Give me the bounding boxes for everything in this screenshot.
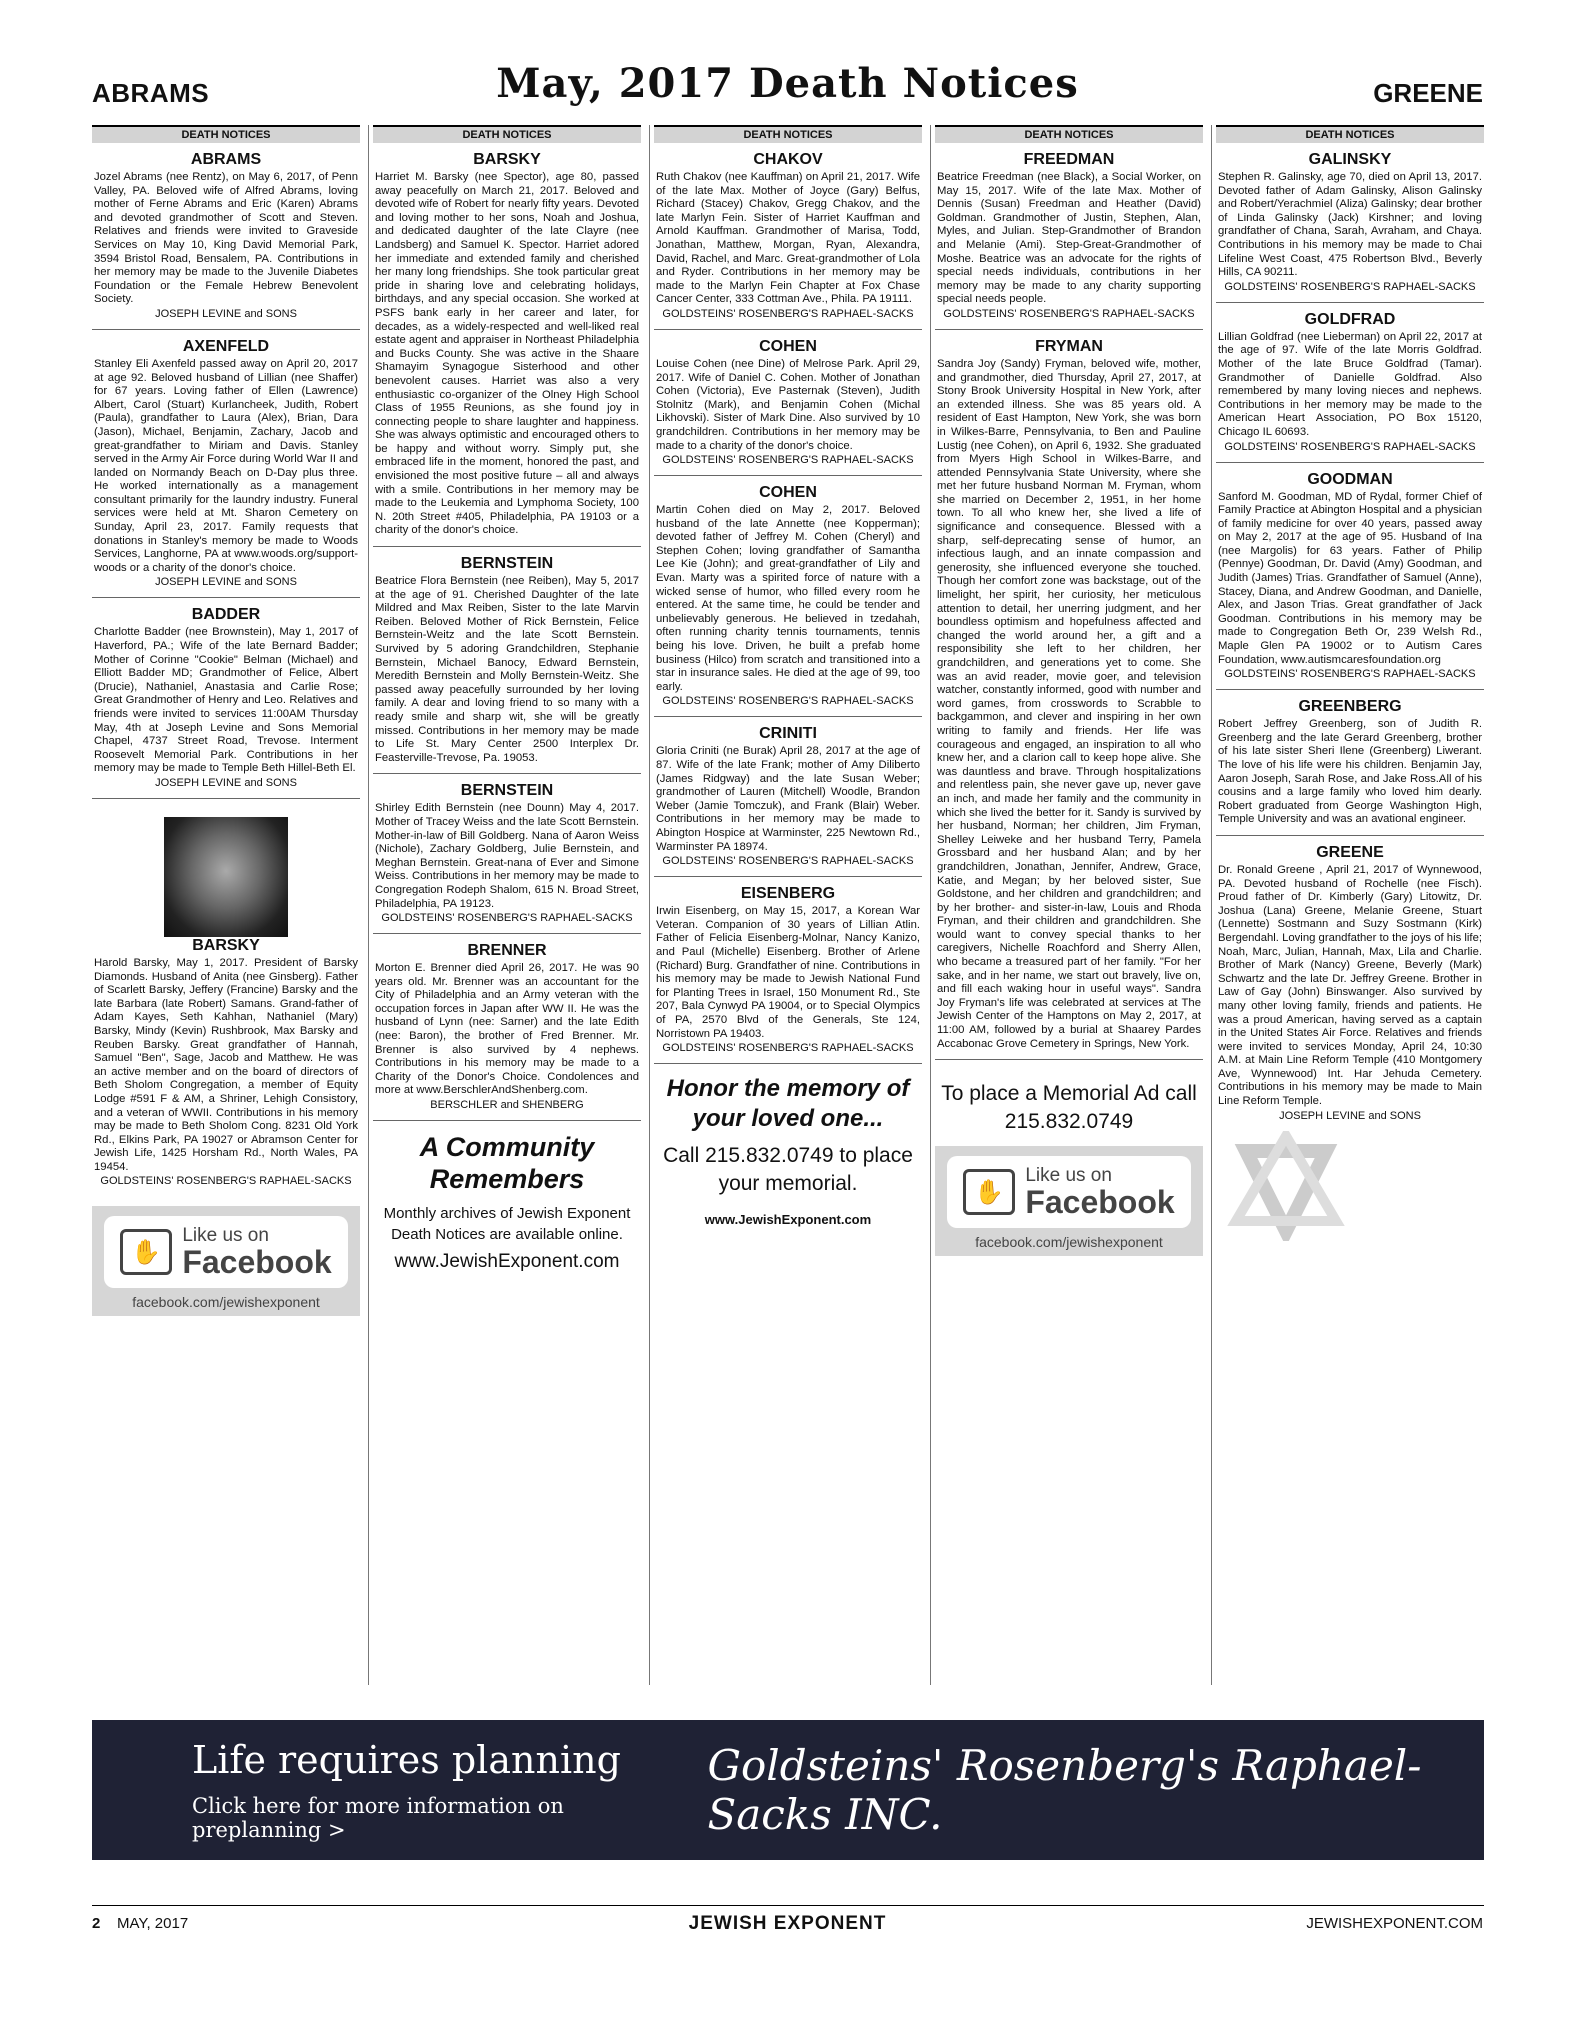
funeral-home-logo: Goldsteins' Rosenberg's Raphael-Sacks INC. <box>707 1741 1422 1839</box>
notice <box>92 799 360 1197</box>
facebook-label: Facebook <box>1025 1184 1175 1221</box>
notice-name: FREEDMAN <box>1023 151 1115 168</box>
column-1 <box>92 125 360 1685</box>
funeral-home: GOLDSTEINS' ROSENBERG'S RAPHAEL-SACKS <box>662 1042 914 1055</box>
funeral-home: GOLDSTEINS' ROSENBERG'S RAPHAEL-SACKS <box>943 307 1195 320</box>
funeral-home: BERSCHLER and SHENBERG <box>430 1099 584 1112</box>
facebook-url[interactable]: facebook.com/jewishexponent <box>132 1294 320 1311</box>
funeral-home: JOSEPH LEVINE and SONS <box>1279 1109 1421 1122</box>
notice-text: Morton E. Brenner died April 26, 2017. He was 90 years old. Mr. Brenner was an accountant for the City of Philadelphia and an Army veteran with the occupation forces in Japan after WW II. He was the husband of Lynn (nee: Sarner) and the late Edith (nee: Baron), the brother of Fred Brenner. Mr. Brenner is also survived by 4 nephews. Contributions in his memory may be made to a Charity of the Donor's Choice. Condolences and more at www.BerschlerAndShenberg.com. <box>375 962 639 1097</box>
section-header: DEATH NOTICES <box>1216 125 1484 143</box>
funeral-home: GOLDSTEINS' ROSENBERG'S RAPHAEL-SACKS <box>662 855 914 868</box>
notice-text: Dr. Ronald Greene , April 21, 2017 of Wynnewood, PA. Devoted husband of Rochelle (nee Fisch). Proud father of Dr. Kimberly (Gary) Litowitz, Dr. Joshua (Lana) Greene, Melanie Greene, Stuart (Lennette) Sostmann and Suzy Sostmann (Kirk) Bergendahl. Loving grandfather to the joys of his life; Noah, Marc, Julian, Hannah, Max, Lila and Charlie. Brother of Mark (Nancy) Greene, Beverly (Mark) Schwartz and the late Dr. Jeffrey Greene. Brother in Law of Gay (John) Binswanger. Also survived by many other loving family, friends and patients. He was a proud American, having served as a captain in the United States Air Force. Relatives and friends were invited to services Monday, April 24, 10:30 A.M. at Main Line Reform Temple (410 Montgomery Ave, Wynnewood) Int. Har Jehuda Cemetery. Contributions in his memory may be made to Main Line Reform Temple. <box>1218 863 1482 1108</box>
notice-text: Beatrice Freedman (nee Black), a Social Worker, on May 15, 2017. Wife of the late Max. Mother of Dennis (Susan) Freedman and Heather (David) Goldman. Grandmother of Justin, Stephen, Alan, Myles, and Julian. Step-Grandmother of Brandon and Melanie (Ami). Step-Great-Grandmother of Moshe. Beatrice was an advocate for the rights of special needs individuals, contributions in her memory may be made to any charity supporting special needs people. <box>937 171 1201 306</box>
funeral-home: GOLDSTEINS' ROSENBERG'S RAPHAEL-SACKS <box>1224 440 1476 453</box>
notice-text: Louise Cohen (nee Dine) of Melrose Park. April 29, 2017. Wife of Daniel C. Cohen. Mother of Jonathan Cohen (Victoria), Eve Pasternak (Steven), Judith Stolnitz (Mark), and Benjamin Cohen (Michal Likhovski). Sister of Mark Dine. Also survived by 10 grandchildren. Contributions in her memory may be made to a charity of the donor's choice. <box>656 357 920 452</box>
notice-text: Irwin Eisenberg, on May 15, 2017, a Korean War Veteran. Companion of 30 years of Lillian Atlin. Father of Felicia Eisenberg-Molnar, Nancy Kanizo, and Paul (Michelle) Eisenberg. Brother of Arlene (Richard) Burg. Grandfather of nine. Contributions in his memory may be made to Jewish National Fund for Planting Trees in Israel, 150 Monument Rd., Ste 207, Bala Cynwyd PA 19004, or to Special Olympics of PA, 2570 Blvd of the Generals, Ste 124, Norristown PA 19403. <box>656 905 920 1040</box>
notice-text: Sandra Joy (Sandy) Fryman, beloved wife, mother, and grandmother, died Thursday, April 27, 2017, at Stony Brook University Hospital in New York, after an extended illness. She was 85 years old. A resident of East Hampton, New York, she was born in Wilkes-Barre, Pennsylvania, to Ben and Pauline Lustig (nee Cohen), on April 6, 1932. She graduated from Myers High School in Wilkes-Barre, and attended Pennsylvania State University, where she met her future husband Norman M. Fryman, whom she married on December 2, 1951, in her home town. To all who knew her, she lived a life of significance and consequence. Blessed with a sharp, self-deprecating sense of humor, an infectious laugh, and an innate compassion and generosity, she influenced everyone she touched. Though her comfort zone was backstage, out of the limelight, her spirit, her curiosity, her meticulous attention to detail, her unerring judgment, and her boundless optimism and hopefulness affected and changed the world around her, a gift and a responsibility she left to her children, her grandchildren, and generations yet to come. She was an avid reader, movie goer, and television watcher, constantly informed, good with number and word games, from crosswords to Scrabble to backgammon, and clever and inspiring in her own writing to family and friends. Her life was courageous and engaged, an inspiration to all who knew her, and a clarion call to keep hope alive. She was dauntless and brave. Through hospitalizations and relentless pain, she never gave up, never gave an inch, and made her family and the community in which she lived the better for it. Sandy is survived by her husband, Norman; her children, Jim Fryman, Shelley Leiweke and her husband Terry, Pamela Grossbard and her husband Alan; and by her grandchildren, Jonathan, Jennifer, Andrew, Grace, Katie, and Megan; by her beloved sister, Sue Goldstone, and her children and grandchildren; and by her brother- and sister-in-law, Louis and Rhoda Fryman, and their children and grandchildren. She would want to convey special thanks to her caregivers, Nichelle Roachford and Sherry Allen, who became a treasured part of her family. "For her sake, and in her name, we start out bravely, live on, and fill each waking hour in useful ways". Sandra Joy Fryman's life was celebrated at services at The Jewish Center of the Hamptons on May 2, 2017, at 11:00 AM, followed by a burial at Shaarey Pardes Accabonac Grove Cemetery in Springs, New York. <box>937 357 1201 1050</box>
notice <box>373 547 641 774</box>
column-3 <box>654 125 922 1685</box>
notice <box>654 330 922 476</box>
column-divider <box>930 125 931 1685</box>
section-header: DEATH NOTICES <box>935 125 1203 143</box>
thumbs-up-icon: ✋ <box>120 1229 172 1275</box>
portrait-photo <box>164 817 288 937</box>
notice-text: Harriet M. Barsky (nee Spector), age 80, passed away peacefully on March 21, 2017. Beloved and devoted wife of Robert for nearly fifty years. Devoted and loving mother to her sons, Noah and Joshua, and dedicated daughter of the late Clayre (nee Landsberg) and Samuel K. Spector. Harriet adored her immediate and extended family and cherished her many long friendships. She took particular great pride in sharing love and celebrating holidays, birthdays, and any special occasion. She worked at PSFS bank early in her career and later, for decades, as a widely-respected and well-liked real estate agent and appraiser in Northeast Philadelphia and Bucks County. She was active in the Shaare Shamayim Synagogue Sisterhood and other benevolent causes. Harriet was also a very enthusiastic co-organizer of the Olney High School Class of 1955 Reunions, as she found joy in connecting people to share laughter and happiness. She was always optimistic and encouraged others to be happy and without worry. Simply put, she embraced life in the moment, honored the past, and envisioned the most positive future – all and always with a smile. Contributions in her memory may be made to the Leukemia and Lymphoma Society, 100 N. 20th Street #405, Philadelphia, PA 19103 or a charity of the donor's choice. <box>375 171 639 537</box>
notice-name: COHEN <box>759 337 817 355</box>
notice-text: Shirley Edith Bernstein (nee Dounn) May 4, 2017. Mother of Tracey Weiss and the late Scott Bernstein. Mother-in-law of Bill Goldberg. Nana of Aaron Weiss (Nichole), Zachary Goldberg, Julie Bernstein, and Meghan Bernstein. Great-nana of Ever and Simone Weiss. Contributions in her memory may be made to Congregation Rodeph Shalom, 615 N. Broad Street, Philadelphia, PA 19123. <box>375 802 639 910</box>
memorial-ad[interactable]: To place a Memorial Ad call 215.832.0749 <box>941 1082 1197 1134</box>
honor-url[interactable]: www.JewishExponent.com <box>704 1212 872 1228</box>
notice-text: Ruth Chakov (nee Kauffman) on April 21, 2017. Wife of the late Max. Mother of Joyce (Gary) Belfus, Richard (Stacey) Chakov, Gregg Chakov, and the late Marlyn Fein. Sister of Harriet Kauffman and Arnold Kauffman. Grandmother of Marisa, Todd, Jonathan, Matthew, Morgan, Ryan, Alexandra, David, Rachel, and Marc. Great-grandmother of Lola and Ryder. Contributions in her memory may be made to the Marlyn Fein Chapter at Fox Chase Cancer Center, 333 Cottman Ave., Phila. PA 19111. <box>656 171 920 306</box>
notice-name: CHAKOV <box>753 151 823 168</box>
notice-name: AXENFELD <box>182 337 270 355</box>
facebook-like-label: Like us on <box>182 1225 269 1247</box>
facebook-label: Facebook <box>182 1244 332 1281</box>
banner-cta[interactable]: Click here for more information on preplanning > <box>192 1794 564 1842</box>
column-2 <box>373 125 641 1685</box>
honor-memory-ad[interactable] <box>654 1064 922 1227</box>
notice-name: ABRAMS <box>190 151 262 168</box>
funeral-home: GOLDSTEINS' ROSENBERG'S RAPHAEL-SACKS <box>662 307 914 320</box>
facebook-ad[interactable] <box>935 1146 1203 1256</box>
notice <box>92 143 360 330</box>
funeral-home: GOLDSTEINS' ROSENBERG'S RAPHAEL-SACKS <box>1224 668 1476 681</box>
funeral-home: GOLDSTEINS' ROSENBERG'S RAPHAEL-SACKS <box>1224 280 1476 293</box>
honor-body: Call 215.832.0749 to place your memorial. <box>663 1144 913 1196</box>
community-title: A Community Remembers <box>419 1132 595 1195</box>
community-remembers-ad[interactable] <box>373 1121 641 1273</box>
banner-headline: Life requires planning <box>192 1738 621 1782</box>
notice-text: Jozel Abrams (nee Rentz), on May 6, 2017, of Penn Valley, PA. Beloved wife of Alfred Abrams, loving mother of Ferne Abrams and Eric (Karen) Abrams and devoted grandmother of Scott and Steven. Relatives and friends were invited to Graveside Services on May 10, King David Memorial Park, 3594 Bristol Road, Bensalem, PA. Contributions in her memory may be made to the Juvenile Diabetes Foundation or the Female Hebrew Benevolent Society. <box>94 171 358 306</box>
section-header: DEATH NOTICES <box>373 125 641 143</box>
notice <box>1216 690 1484 836</box>
notice <box>654 143 922 330</box>
notice-name: GREENBERG <box>1298 698 1402 716</box>
facebook-ad[interactable] <box>92 1206 360 1316</box>
column-divider <box>1211 125 1212 1685</box>
notice-name: BERNSTEIN <box>460 555 554 573</box>
notice-name: BADDER <box>191 606 261 624</box>
header-left-name: ABRAMS <box>92 78 210 108</box>
notice <box>935 330 1203 1060</box>
notice-name: FRYMAN <box>1035 337 1103 355</box>
notice-name: BERNSTEIN <box>460 782 554 800</box>
notice-columns <box>92 125 1484 1685</box>
notice-text: Lillian Goldfrad (nee Lieberman) on April 22, 2017 at the age of 97. Wife of the late Morris Goldfrad. Mother of the late Bruce Goldfrad (Tamar). Grandmother of Danielle Goldfrad. Also remembered by many loving nieces and nephews. Contributions in her memory may be made to the American Heart Association, PO Box 15120, Chicago IL 60693. <box>1218 330 1482 438</box>
page-number: 2 <box>92 1915 101 1932</box>
notice-name: BARSKY <box>192 936 260 954</box>
notice-text: Stephen R. Galinsky, age 70, died on April 13, 2017. Devoted father of Adam Galinsky, Alison Galinsky and Robert/Yerachmiel (Aliza) Galinsky; dear brother of Linda Galinsky (Jack) Kirshner; and loving grandfather of Chana, Sarah, Avraham, and Chaya. Contributions in his memory may be made to Chai Lifeline West Coast, 475 Robertson Blvd., Beverly Hills, CA 90211. <box>1218 171 1482 279</box>
community-body: Monthly archives of Jewish Exponent Death Notices are available online. <box>383 1205 631 1244</box>
honor-title: Honor the memory of your loved one... <box>666 1075 910 1133</box>
funeral-home: JOSEPH LEVINE and SONS <box>155 776 297 789</box>
notice <box>654 717 922 877</box>
notice-name: EISENBERG <box>740 885 836 903</box>
funeral-home: JOSEPH LEVINE and SONS <box>155 576 297 589</box>
notice <box>373 143 641 547</box>
notice-name: BRENNER <box>467 942 547 960</box>
notice-text: Robert Jeffrey Greenberg, son of Judith R. Greenberg and the late Gerard Greenberg, brother of his late sister Sheri Ilene (Greenberg) Liwerant. The love of his life were his children. Benjamin Jay, Aaron Joseph, Sarah Rose, and Jake Ross.All of his cousins and a large family who loved him dearly. Robert graduated from George Washington High, Temple University and was an avational engineer. <box>1218 718 1482 826</box>
funeral-home: GOLDSTEINS' ROSENBERG'S RAPHAEL-SACKS <box>100 1175 352 1188</box>
notice <box>935 143 1203 330</box>
notice <box>1216 463 1484 691</box>
notice-text: Sanford M. Goodman, MD of Rydal, former Chief of Family Practice at Abington Hospital and a physician of family medicine for over 40 years, passed away on May 2, 2017 at the age of 95. Husband of Ina (nee Margolis) for 63 years. Father of Philip (Pennye) Goodman, Dr. David (Amy) Goodman, and Judith (James) Trias. Grandfather of Samuel (Anne), Stacey, Diana, and Andrew Goodman, and Danielle, Alex, and Jason Trias. Great grandfather of Jack Goodman. Contributions in his memory may be made to Congregation Beth Or, 239 Welsh Rd., Maple Glen PA 19002 or to Autism Cares Foundation, www.autismcaresfoundation.org <box>1218 490 1482 666</box>
column-divider <box>368 125 369 1685</box>
page-title: May, 2017 Death Notices <box>496 60 1079 107</box>
notice <box>92 330 360 599</box>
notice <box>654 877 922 1064</box>
publication-name: JEWISH EXPONENT <box>688 1913 887 1934</box>
notice <box>373 774 641 934</box>
footer-rule <box>92 1905 1484 1906</box>
funeral-home: GOLDSTEINS' ROSENBERG'S RAPHAEL-SACKS <box>662 454 914 467</box>
notice-text: Gloria Criniti (ne Burak) April 28, 2017 at the age of 87. Wife of the late Frank; mother of Amy Diliberto (James Ridgway) and the late Susan Weber; grandmother of Lauren (Mitchell) Woodle, Brandon Weber (Jamie Tomczuk), and Frank (Blair) Weber. Contributions in her memory may be made to Abington Hospice at Warminster, 225 Newtown Rd., Warminster PA 18974. <box>656 745 920 853</box>
header-right-name: GREENE <box>1373 78 1483 108</box>
notice-name: CRINITI <box>759 725 817 743</box>
notice <box>654 476 922 717</box>
notice-name: GOLDFRAD <box>1304 310 1396 328</box>
facebook-url[interactable]: facebook.com/jewishexponent <box>975 1234 1163 1251</box>
preplanning-banner[interactable] <box>92 1720 1484 1860</box>
notice <box>1216 143 1484 303</box>
notice-name: GOODMAN <box>1307 470 1393 488</box>
funeral-home: JOSEPH LEVINE and SONS <box>155 307 297 320</box>
star-of-david-icon <box>1216 1131 1456 1241</box>
column-5 <box>1216 125 1484 1685</box>
thumbs-up-icon: ✋ <box>963 1169 1015 1215</box>
notice <box>1216 303 1484 463</box>
notice-name: BARSKY <box>473 151 541 168</box>
notice-text: Harold Barsky, May 1, 2017. President of Barsky Diamonds. Husband of Anita (nee Ginsberg). Father of Scarlett Barsky, Jeffery (Francine) Barsky and the late Barbara (late Robert) Samans. Grand-father of Adam Kayes, Seth Kahhan, Nathaniel (Mary) Barsky, Mindy (Kevin) Rushbrook, Max Barsky and Reuben Barsky. Great grandfather of Hannah, Samuel "Ben", Sage, Jacob and Matthew. He was an active member and on the board of directors of Beth Sholom Congregation, a member of Equity Lodge #591 F & AM, a Shriner, Lehigh Consistory, and a veteran of WWII. Contributions in his memory may be made to Beth Sholom Cong. 8231 Old York Rd., Elkins Park, PA 19027 or Abramson Center for Jewish Life, 1425 Horsham Rd., North Wales, PA 19454. <box>94 956 358 1173</box>
site-url[interactable]: JEWISHEXPONENT.COM <box>1306 1915 1483 1932</box>
notice-name: GREENE <box>1316 843 1384 861</box>
notice-name: GALINSKY <box>1308 151 1392 168</box>
community-url[interactable]: www.JewishExponent.com <box>394 1251 620 1273</box>
section-header: DEATH NOTICES <box>92 125 360 143</box>
notice <box>1216 836 1484 1131</box>
notice <box>92 598 360 799</box>
notice-name: COHEN <box>759 484 817 502</box>
notice-text: Beatrice Flora Bernstein (nee Reiben), May 5, 2017 at the age of 91. Cherished Daughter of the late Mildred and Max Reiben, Sister to the late Marvin Reiben. Beloved Mother of Rick Bernstein, Felice Bernstein-Weitz and the late Scott Bernstein. Survived by 5 adoring Grandchildren, Stephanie Bernstein, Michael Banocy, Edward Bernstein, Meredith Bernstein and Molly Bernstein-Weitz. She passed away peacefully surrounded by her loving family. A dear and loving friend to so many with a ready smile and sharp wit, she will be greatly missed. Contributions in her memory may be made to Life St. Mary Center 2500 Interplex Dr. Feasterville-Trevose, Pa. 19053. <box>375 575 639 764</box>
funeral-home: GOLDSTEINS' ROSENBERG'S RAPHAEL-SACKS <box>662 695 914 708</box>
column-divider <box>649 125 650 1685</box>
facebook-like-label: Like us on <box>1025 1165 1112 1187</box>
notice-text: Martin Cohen died on May 2, 2017. Beloved husband of the late Annette (nee Kopperman); devoted father of Jeffrey M. Cohen (Cheryl) and Stephen Cohen; loving grandfather of Samantha Lee Kie (John); and great-grandfather of Lily and Evan. Marty was a spirited force of nature with a wicked sense of humor, who filled every room he entered. At the same time, he could be tender and unbelievably generous. He believed in tzedahah, often running charity tennis tournaments, tennis being his love. Driven, he built a prefab home business (Hilco) from scratch and transitioned into a star in insurance sales. He died at the age of 99, too early. <box>656 504 920 693</box>
notice-text: Charlotte Badder (nee Brownstein), May 1, 2017 of Haverford, PA.; Wife of the late Bernard Badder; Mother of Corinne "Cookie" Belman (Michael) and Elliott Badder MD; Grandmother of Felice, Albert (Drucie), Nathaniel, Anastasia and Carlie Rose; Great Grandmother of Henry and Leo. Relatives and friends were invited to services 11:00AM Thursday May, 4th at Joseph Levine and Sons Memorial Chapel, 4737 Street Road, Trevose. Interment Roosevelt Memorial Park. Contributions in her memory may be made to Temple Beth Hillel-Beth El. <box>94 626 358 775</box>
notice <box>373 934 641 1121</box>
funeral-home: GOLDSTEINS' ROSENBERG'S RAPHAEL-SACKS <box>381 912 633 925</box>
section-header: DEATH NOTICES <box>654 125 922 143</box>
column-4 <box>935 125 1203 1685</box>
issue-date: MAY, 2017 <box>117 1915 189 1932</box>
notice-text: Stanley Eli Axenfeld passed away on April 20, 2017 at age 92. Beloved husband of Lillian (nee Shaffer) for 67 years. Loving father of Ellen (Lawrence) Albert, Carol (Stuart) Kurlancheek, Judith, Robert (Paula), grandfather to Laura (Alex), Brian, Dara (Jason), Michael, Benjamin, Zachary, Jacob and great-grandfather to Miriam and Davis. Stanley served in the Army Air Force during World War II and landed on Normandy Beach on D-Day plus three. He worked internationally as a management consultant primarily for the laundry industry. Funeral services were held at Mt. Sharon Cemetery on Sunday, April 23, 2017. Family requests that donations in Stanley's memory be made to Woods Services, Langhorne, PA at www.woods.org/support-woods or a charity of the donor's choice. <box>94 357 358 574</box>
